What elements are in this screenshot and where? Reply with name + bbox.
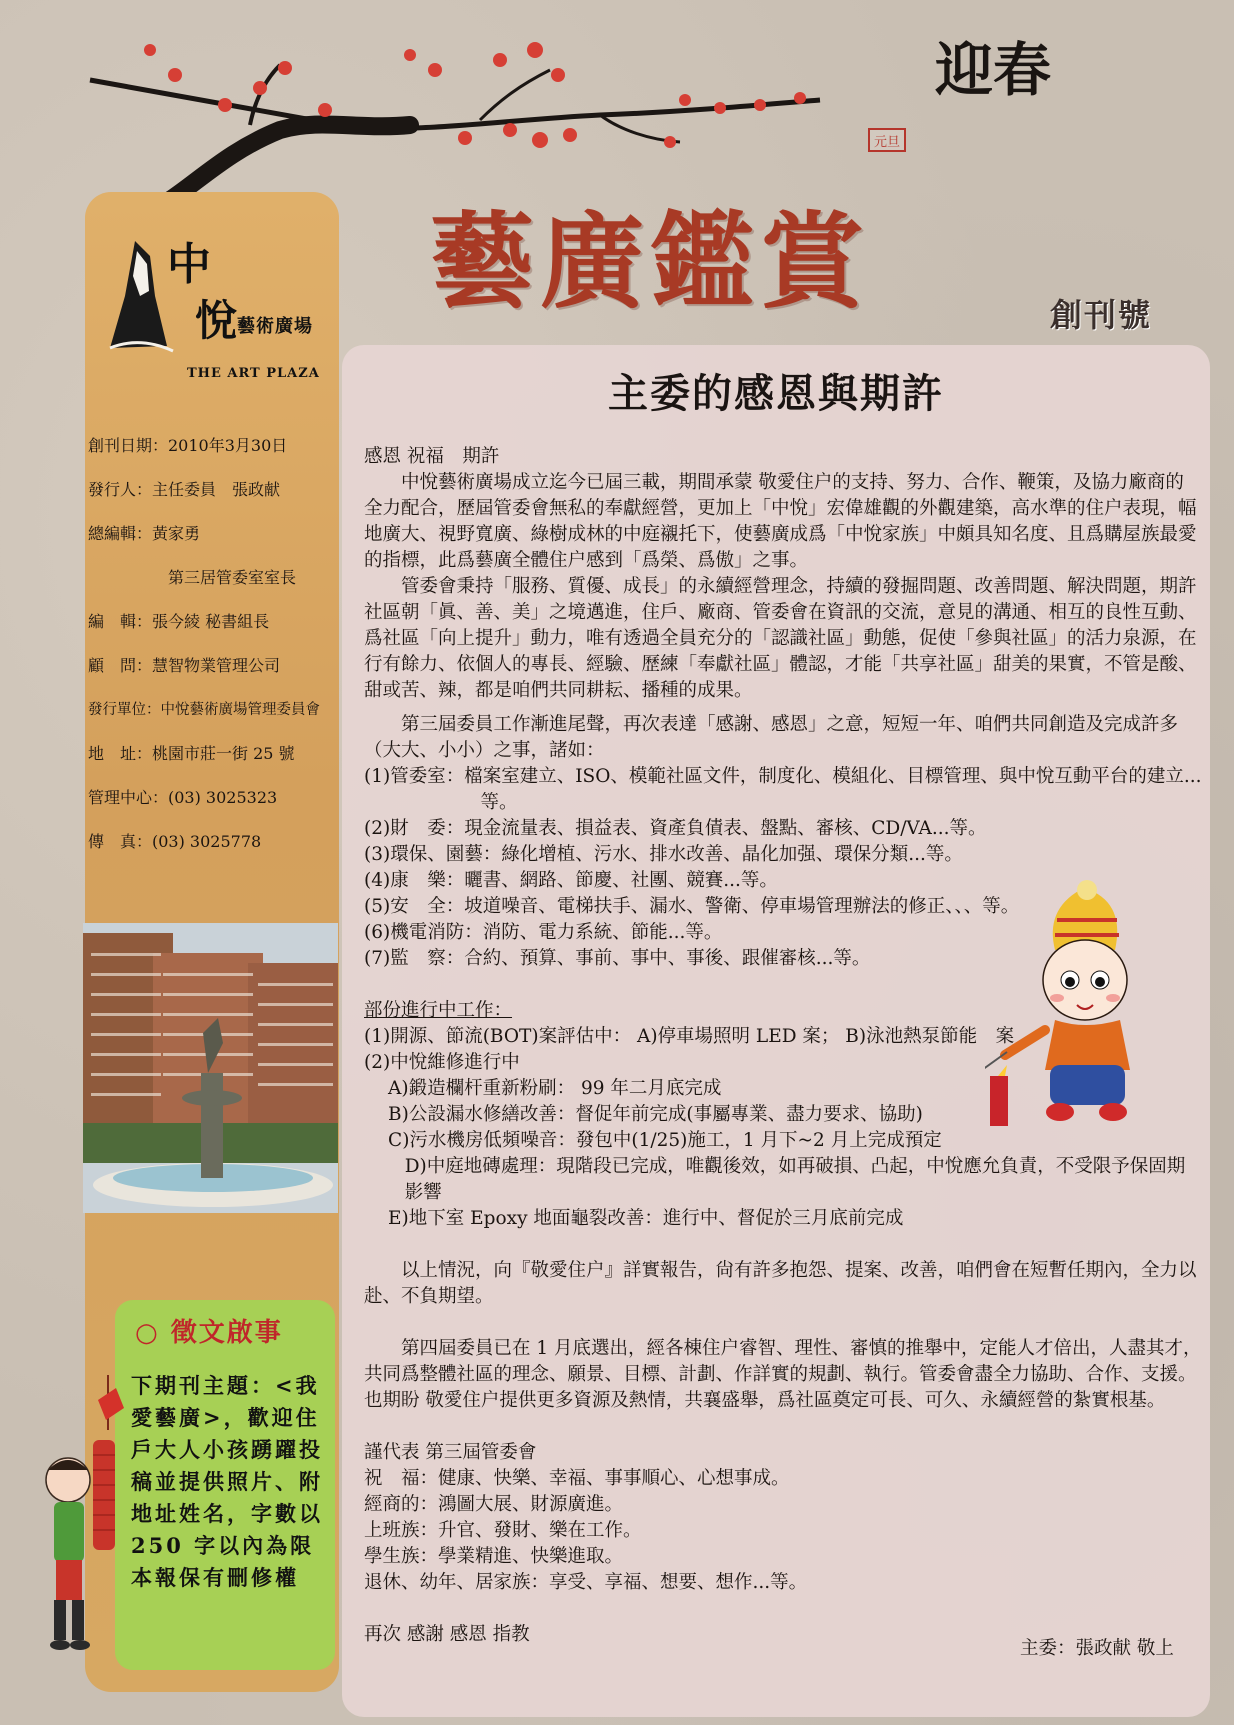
wish-line: 上班族：升官、發財、樂在工作。 — [364, 1520, 642, 1541]
paragraph-5: 第四屆委員已在 1 月底選出，經各棟住户睿智、理性、審慎的推舉中，定能人才倍出，人盡其才，共同爲整體社區的理念、願景、目標、計劃、作詳實的規劃、執行。管委會盡全力協助、合作、支援。也期盼 敬愛住户提供更多資源及熱情，共襄盛舉，爲社區奠定可長、可久、永續經營的紮實根基。 — [364, 1338, 1202, 1411]
publication-info — [88, 436, 338, 876]
info-advisor: 顧 問：慧智物業管理公司 — [88, 656, 281, 675]
ongoing-heading: 部份進行中工作： — [364, 1000, 513, 1021]
info-editor: 編 輯：張今綾 秘書組長 — [88, 612, 270, 631]
info-chief-editor-role: 第三居管委室室長 — [168, 568, 297, 587]
ongoing-item: A)鍛造欄杆重新粉刷： 99 年二月底完成 — [388, 1078, 722, 1099]
paragraph-1: 中悅藝術廣場成立迄今已屆三載，期間承蒙 敬愛住户的支持、努力、合作、鞭策，及協力廠商的全力配合，歷屆管委會無私的奉獻經營，更加上「中悅」宏偉雄觀的外觀建築，高水準的住户表現，幅地廣大、視野寬廣、綠樹成林的中庭襯托下，使藝廣成爲「中悅家族」中頗具知名度、且爲購屋族最愛的指標，此爲藝廣全體住户感到「爲榮、爲傲」之事。 — [364, 472, 1197, 571]
list-item: (5)安 全：坡道噪音、電梯扶手、漏水、警衛、停車場管理辦法的修正、、、等。 — [364, 896, 1020, 917]
paragraph-3: 第三屆委員工作漸進尾聲，再次表達「感謝、感恩」之意，短短一年、咱們共同創造及完成許多（大大、小小）之事，諸如： — [364, 714, 1179, 761]
greeting-line: 感恩 祝福 期許 — [364, 446, 500, 467]
call-for-submissions-box — [115, 1300, 335, 1670]
list-item: (1)管委室：檔案室建立、ISO、模範社區文件，制度化、模組化、目標管理、與中悅互動平台的建立...等。 — [364, 766, 1202, 813]
ongoing-item: C)污水機房低頻噪音：發包中(1/25)施工，1 月下~2 月上完成預定 — [388, 1130, 942, 1151]
newsletter-title: 藝廣鑑賞 — [430, 200, 871, 323]
list-item: (2)財 委：現金流量表、損益表、資產負債表、盤點、審核、CD/VA...等。 — [364, 818, 987, 839]
info-publisher-unit: 發行單位：中悅藝術廣場管理委員會 — [88, 702, 320, 718]
info-chief-editor: 總編輯：黃家勇 — [88, 524, 201, 543]
ongoing-line-1: (1)開源、節流(BOT)案評估中： A)停車場照明 LED 案； B)泳池熱泵節能 案 — [364, 1026, 1015, 1047]
info-founded: 創刊日期：2010年3月30日 — [88, 436, 288, 455]
svg-text:迎春: 迎春 — [935, 36, 1052, 104]
info-publisher: 發行人：主任委員 張政献 — [88, 480, 281, 499]
logo-char-yue: 悅 — [195, 296, 238, 345]
building-fountain-photo — [83, 923, 338, 1213]
closing-line: 再次 感謝 感恩 指教 — [364, 1624, 530, 1645]
wish-line: 退休、幼年、居家族：享受、享福、想要、想作...等。 — [364, 1572, 808, 1593]
signature: 主委：張政献 敬上 — [1020, 1638, 1174, 1659]
notice-text: 下期刊主題：<我愛藝廣>，歡迎住戶大人小孩踴躍投稿並提供照片、附地址姓名，字數以 250 字以內為限本報保有刪修權 — [131, 1373, 323, 1590]
article-title: 主委的感恩與期許 — [608, 370, 944, 417]
logo-subtitle: 藝術廣場 — [237, 316, 313, 337]
wish-line: 經商的：鴻圖大展、財源廣進。 — [364, 1494, 624, 1515]
wish-line: 祝 福：健康、快樂、幸福、事事順心、心想事成。 — [364, 1468, 790, 1489]
welcome-spring-calligraphy — [925, 30, 1165, 125]
issue-label: 創刊號 — [1050, 296, 1153, 334]
paragraph-2: 管委會秉持「服務、質優、成長」的永續經營理念，持續的發掘問題、改善問題、解決問題，期許社區朝「眞、善、美」之境邁進，住戶、廠商、管委會在資訊的交流，意見的溝通、相互的良性互動、爲社區「向上提升」動力，唯有透過全員充分的「認識社區」動態，促使「參與社區」的活力泉源，在行有餘力、依個人的專長、經驗、歷練「奉獻社區」體認，才能「共享社區」甜美的果實，不管是酸、甜或苦、辣，都是咱們共同耕耘、播種的成果。 — [364, 576, 1197, 701]
red-seal-stamp: 元旦 — [868, 128, 906, 152]
child-with-firecrackers-illustration — [38, 1370, 128, 1660]
list-item: (6)機電消防：消防、電力系統、節能...等。 — [364, 922, 723, 943]
list-item: (7)監 察：合約、預算、事前、事中、事後、跟催審核...等。 — [364, 948, 871, 969]
plum-blossom-branch-art — [80, 30, 840, 200]
ongoing-item: E)地下室 Epoxy 地面龜裂改善：進行中、督促於三月底前完成 — [388, 1208, 904, 1229]
child-lighting-firecracker-illustration — [985, 880, 1175, 1140]
logo-english-name: THE ART PLAZA — [187, 366, 320, 381]
art-plaza-logo — [105, 228, 330, 388]
paragraph-4: 以上情況，向『敬愛住户』詳實報告，尙有許多抱怨、提案、改善，咱們會在短暫任期內，全力以赴、不負期望。 — [364, 1260, 1197, 1307]
ongoing-item: D)中庭地磚處理：現階段已完成，唯觀後效，如再破損、凸起，中悅應允負責，不受限予保固期影響 — [404, 1156, 1186, 1203]
wishes-intro: 謹代表 第三屆管委會 — [364, 1442, 537, 1463]
logo-char-zhong: 中 — [167, 239, 211, 290]
wish-line: 學生族：學業精進、快樂進取。 — [364, 1546, 624, 1567]
ongoing-item: B)公設漏水修繕改善：督促年前完成(事屬專業、盡力要求、協助) — [388, 1104, 923, 1125]
ongoing-line-2: (2)中悅維修進行中 — [364, 1052, 520, 1073]
info-fax: 傳 真：(03) 3025778 — [88, 832, 262, 851]
info-management-phone: 管理中心：(03) 3025323 — [88, 788, 278, 807]
notice-title: ○ 徵文啟事 — [135, 1318, 283, 1348]
list-item: (3)環保、園藝：綠化增植、污水、排水改善、晶化加强、環保分類...等。 — [364, 844, 963, 865]
list-item: (4)康 樂：曬書、網路、節慶、社團、競賽...等。 — [364, 870, 778, 891]
info-address: 地 址：桃園市莊一街 25 號 — [88, 744, 295, 763]
